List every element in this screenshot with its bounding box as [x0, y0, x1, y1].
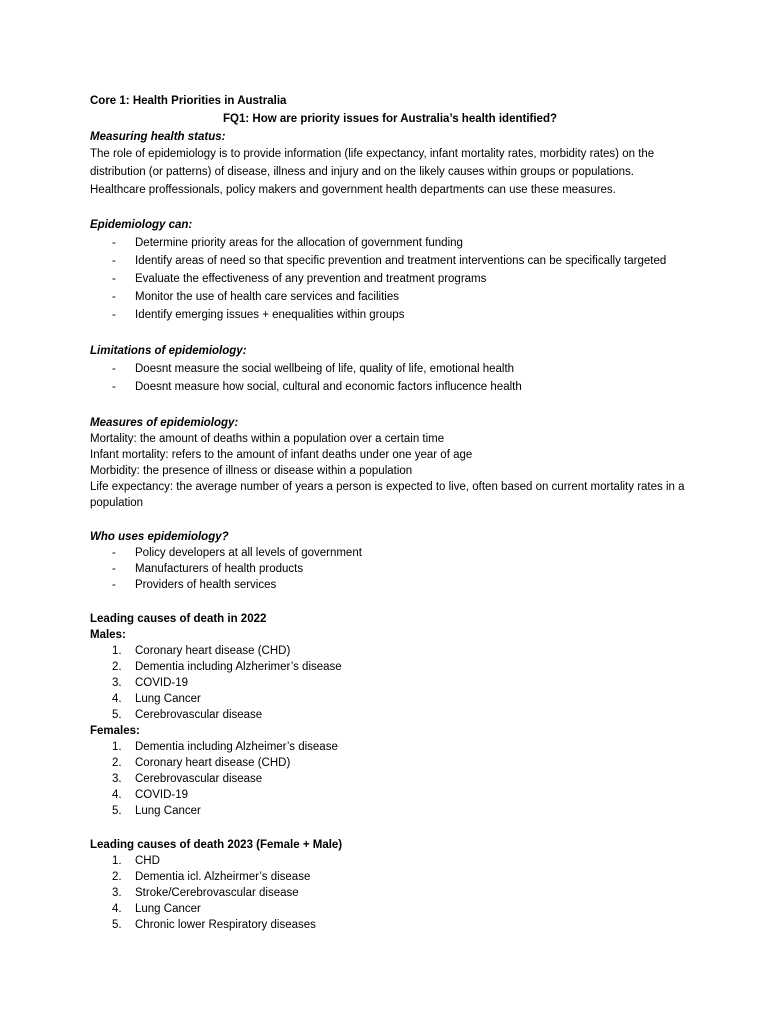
- list-item: 5. Chronic lower Respiratory diseases: [112, 919, 316, 931]
- males-label: Males:: [90, 629, 126, 641]
- list-item: - Policy developers at all levels of government: [112, 547, 362, 559]
- list-item: - Identify areas of need so that specific prevention and treatment interventions can be specifically targeted: [112, 255, 667, 267]
- list-item: 5. Cerebrovascular disease: [112, 709, 263, 721]
- limitations-list: [90, 361, 690, 395]
- list-item: - Doesnt measure how social, cultural and economic factors influcence health: [112, 381, 522, 393]
- list-item: - Evaluate the effectiveness of any prevention and treatment programs: [112, 273, 487, 285]
- measures-line: Mortality: the amount of deaths within a population over a certain time: [90, 433, 445, 445]
- list-item: 2. Coronary heart disease (CHD): [112, 757, 291, 769]
- list-item: - Identify emerging issues + enequalities within groups: [112, 309, 405, 321]
- focus-question: FQ1: How are priority issues for Australia’s health identified?: [223, 113, 557, 125]
- list-item: 2. Dementia including Alzherimer’s disease: [112, 661, 342, 673]
- list-item: 4. COVID-19: [112, 789, 189, 801]
- document-content: [90, 93, 690, 933]
- list-item: 1. Coronary heart disease (CHD): [112, 645, 291, 657]
- males-list: [90, 643, 690, 723]
- list-item: 3. Stroke/Cerebrovascular disease: [112, 887, 299, 899]
- who-list: [90, 545, 690, 593]
- measures-line: Morbidity: the presence of illness or disease within a population: [90, 465, 413, 477]
- limitations-heading: Limitations of epidemiology:: [90, 345, 247, 357]
- document-title: Core 1: Health Priorities in Australia: [90, 95, 287, 107]
- list-item: 4. Lung Cancer: [112, 693, 201, 705]
- list-item: 4. Lung Cancer: [112, 903, 201, 915]
- can-list: [90, 235, 690, 323]
- list-item: - Providers of health services: [112, 579, 277, 591]
- deaths-2023-list: [90, 853, 690, 933]
- list-item: 3. COVID-19: [112, 677, 189, 689]
- list-item: - Manufacturers of health products: [112, 563, 304, 575]
- deaths-2023-heading: Leading causes of death 2023 (Female + Male): [90, 839, 343, 851]
- females-list: [90, 739, 690, 819]
- list-item: 3. Cerebrovascular disease: [112, 773, 263, 785]
- females-label: Females:: [90, 725, 140, 737]
- list-item: 1. CHD: [112, 855, 160, 867]
- measures-line: Infant mortality: refers to the amount of infant deaths under one year of age: [90, 449, 473, 461]
- can-heading: Epidemiology can:: [90, 219, 193, 231]
- list-item: - Monitor the use of health care services and facilities: [112, 291, 399, 303]
- list-item: 2. Dementia icl. Alzheirmer’s disease: [112, 871, 311, 883]
- list-item: 1. Dementia including Alzheimer’s disease: [112, 741, 338, 753]
- deaths-2022-heading: Leading causes of death in 2022: [90, 613, 267, 625]
- list-item: - Doesnt measure the social wellbeing of life, quality of life, emotional health: [112, 363, 515, 375]
- list-item: - Determine priority areas for the allocation of government funding: [112, 237, 463, 249]
- measures-heading: Measures of epidemiology:: [90, 417, 239, 429]
- measuring-text: The role of epidemiology is to provide information (life expectancy, infant mortality rates, morbidity rates) on the distribution (or patterns) of disease, illness and injury and on the likely causes within groups or populations. Healthcare proffessionals, policy makers and government health departments can use these measures.: [90, 148, 655, 196]
- measuring-heading: Measuring health status:: [90, 131, 226, 143]
- list-item: 5. Lung Cancer: [112, 805, 201, 817]
- measures-line: Life expectancy: the average number of years a person is expected to live, often based on current mortality rates in a population: [90, 481, 685, 509]
- who-heading: Who uses epidemiology?: [90, 531, 229, 543]
